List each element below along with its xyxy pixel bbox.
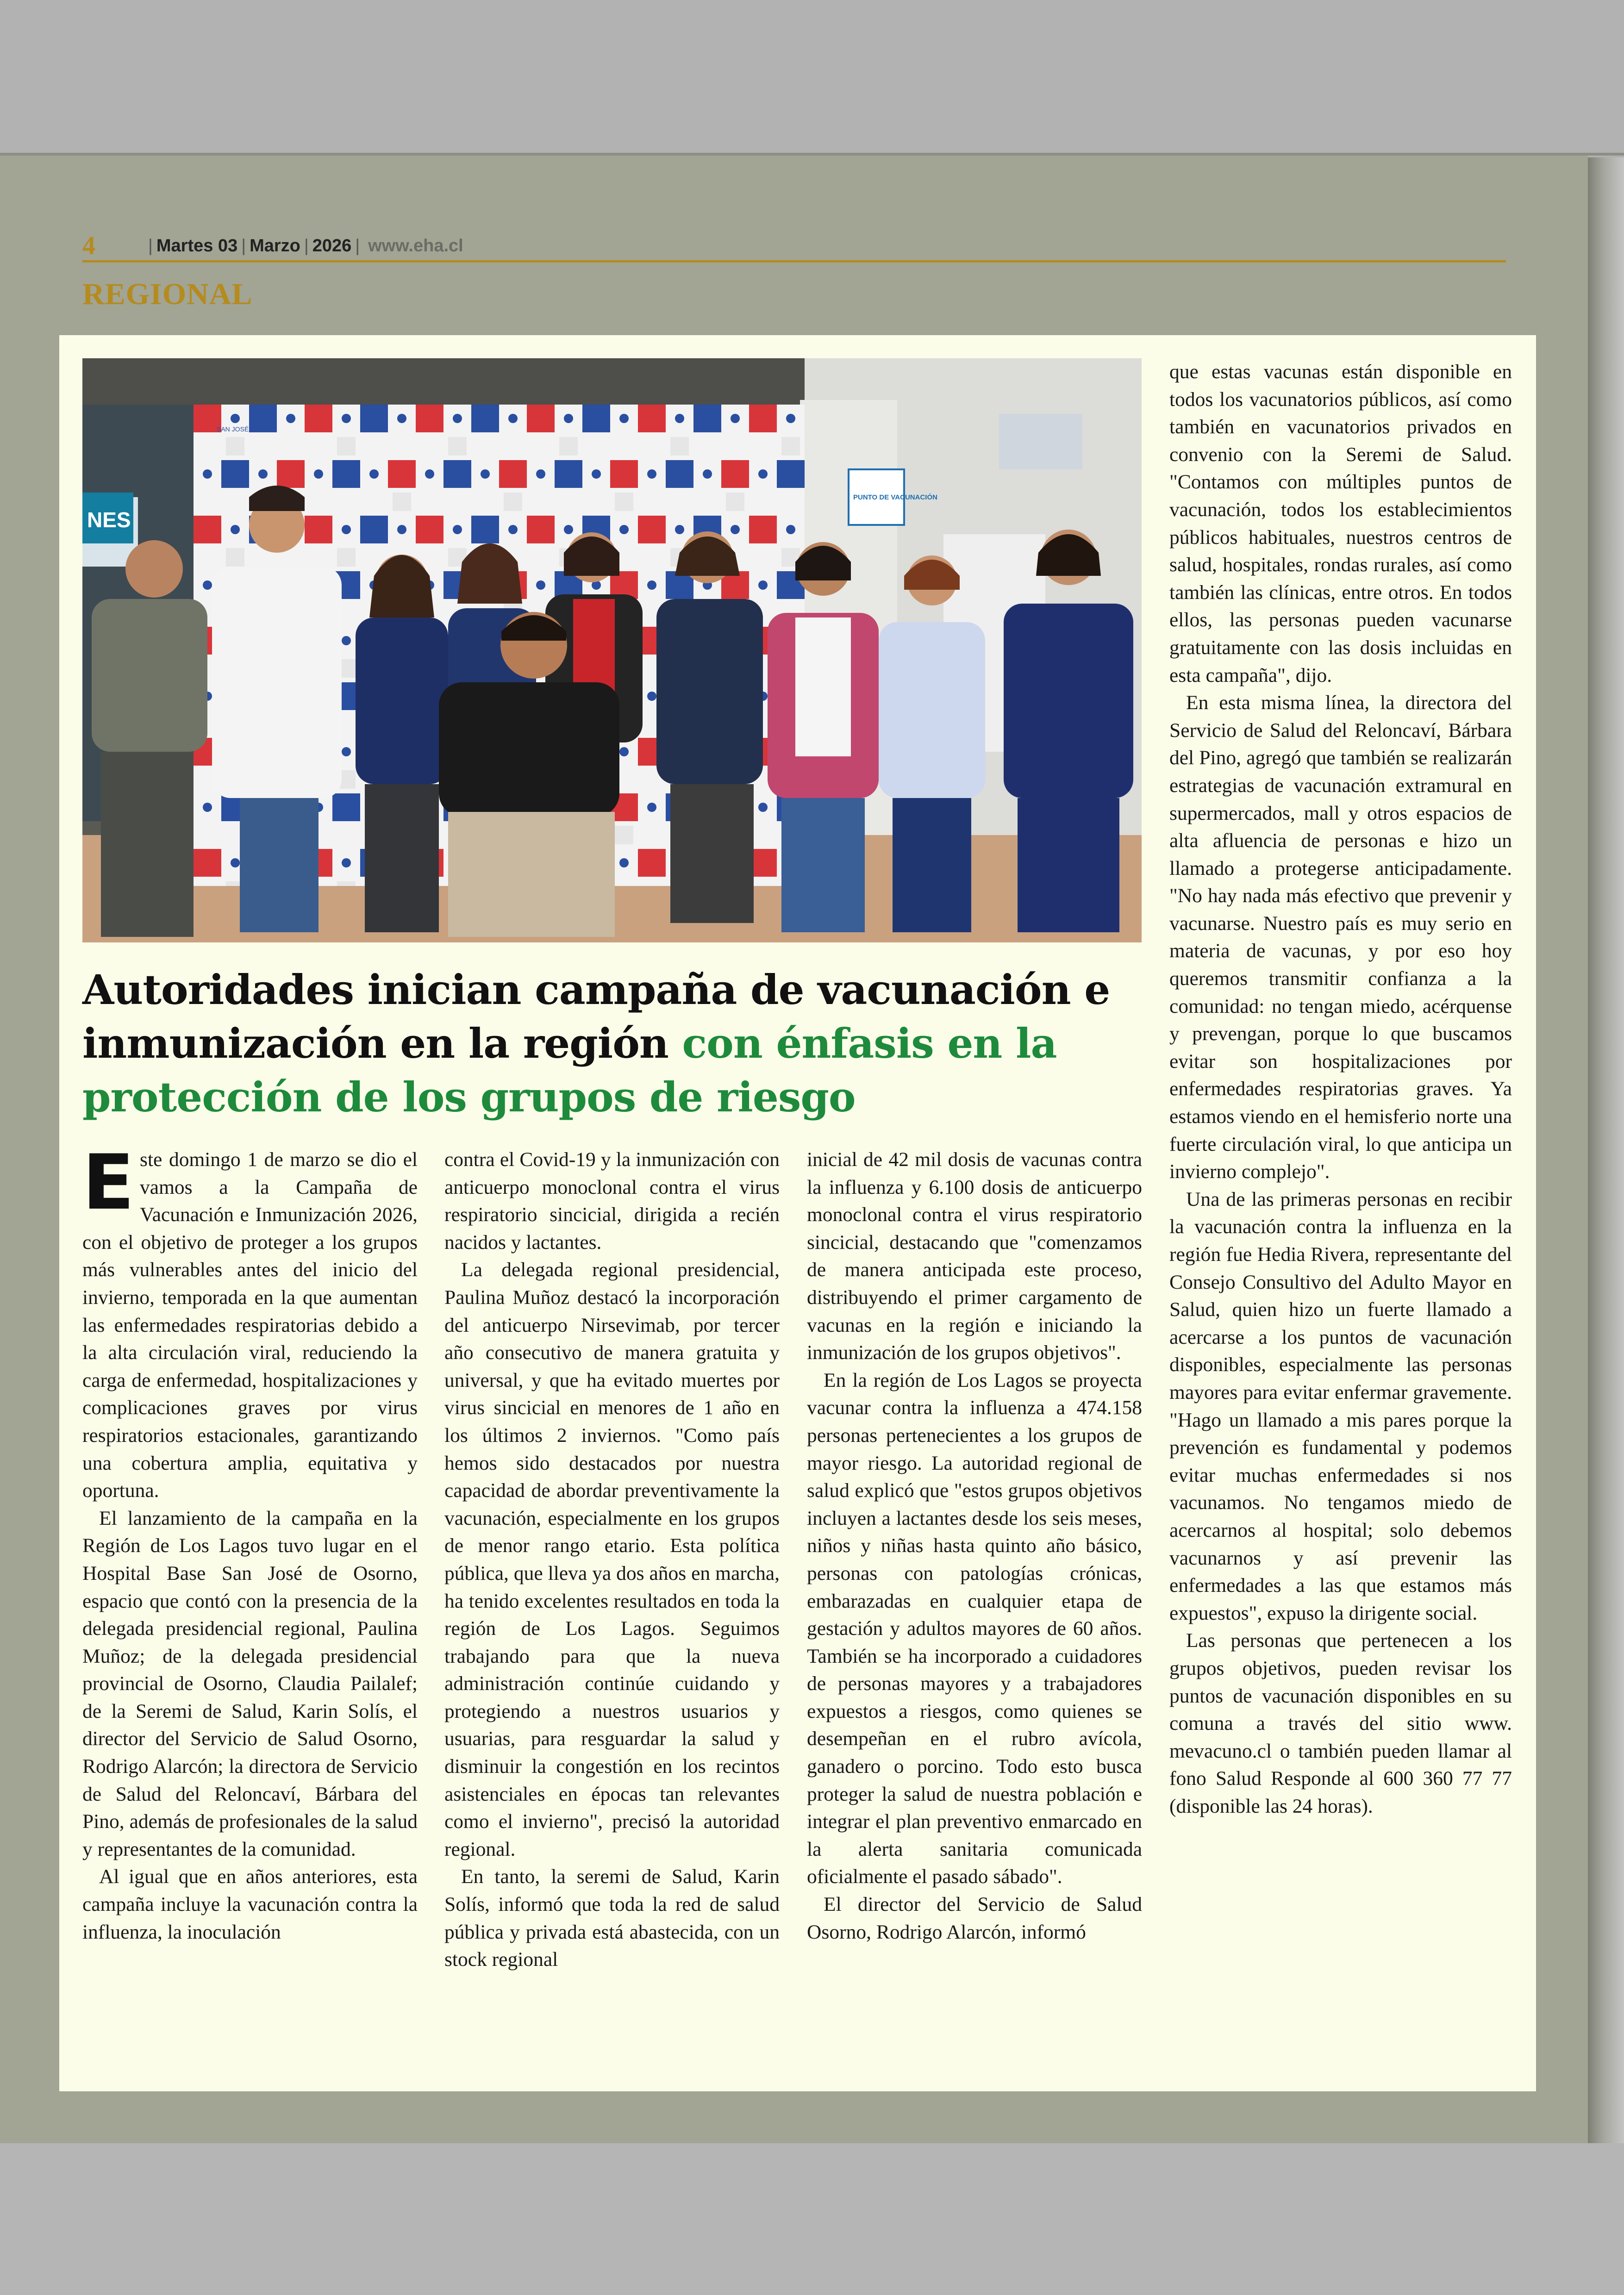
headline-main: Autoridades inician campaña de vacunación e inmunización en la región — [82, 966, 1110, 1067]
article-paragraph: Las personas que pertenecen a los grupos objetivos, pueden revisar los puntos de vacunación disponibles en su comuna a través del sitio www. mevacuno.cl o también pueden llamar al fono Salud Responde al 600 360 77 77 (disponible las 24 horas). — [1169, 1629, 1512, 1817]
sign-punto-vacunacion-text: PUNTO DE VACUNACIÓN — [853, 493, 937, 501]
section-label: REGIONAL — [82, 277, 253, 311]
article-paragraph: La delegada regional presidencial, Paulina Muñoz destacó la incorporación del anticuerpo Nirsevimab, por tercer año consecutivo de manera gratuita y universal, y que ha evitado muertes por virus sincicial en menores de 1 año en los últimos 2 inviernos. "Como país hemos sido destacados por nuestra capacidad de abordar preventivamente la vacunación, especialmente en los grupos de menor rango etario. Esta política pública, que lleva ya dos años en marcha, ha tenido excelentes resultados en toda la región de Los Lagos. Seguimos trabajando para que la nueva administración continúe cuidando y protegiendo a nuestros usuarios y usuarias, para resguardar la salud y disminuir la congestión en los recintos asistenciales en épocas tan relevantes como el invierno", precisó la autoridad regional. — [444, 1259, 780, 1860]
article-paragraph: Al igual que en años anteriores, esta campaña incluye la vacunación contra la influenza, la inoculación — [82, 1865, 418, 1943]
article-paragraph: inicial de 42 mil dosis de vacunas contra la influenza y 6.100 dosis de anticuerpo monoclonal contra el virus respiratorio sincicial, destacando que "comenzamos de manera anticipada este proceso, distribuyendo el primer cargamento de vacunas en la región e iniciando la inmunización de los grupos objetivos". — [807, 1148, 1142, 1364]
header-rule — [82, 260, 1506, 262]
issue-date-line: | Martes 03 | Marzo | 2026 | www.eha.cl — [148, 236, 463, 256]
article-column-4 — [1169, 358, 1512, 1820]
article-paragraph: Una de las primeras personas en recibir la vacunación contra la influenza en la región fue Hedia Rivera, representante del Consejo Consultivo del Adulto Mayor en Salud, quien hizo un fuerte llamado a acercarse a los puntos de vacunación disponibles, especialmente las personas mayores para evitar enfermar gravemente. "Hago un llamado a mis pares porque la prevención es fundamental y podemos evitar muchas enfermedades si nos vacunamos. No tengamos miedo de acercarnos al hospital; solo debemos vacunarnos y así prevenir las enfermedades a las que estamos más expuestos", expuso la dirigente social. — [1169, 1188, 1512, 1624]
article-photo — [82, 358, 1142, 942]
issue-year: 2026 — [312, 236, 352, 256]
viewer-bottom-bar — [0, 2143, 1624, 2295]
headline — [82, 963, 1147, 1124]
drop-cap: E — [82, 1138, 135, 1227]
article-panel — [59, 335, 1536, 2091]
issue-day: Martes 03 — [156, 236, 238, 256]
article-column-3 — [807, 1146, 1142, 1946]
article-paragraph: que estas vacunas están disponible en todos los vacunatorios públicos, así como también en vacunatorios privados en convenio con la Seremi de Salud. "Contamos con múltiples puntos de vacunación, todos los establecimientos públicos habituales, nuestros centros de salud, hospitales, rondas rurales, así como también las clínicas, entre otros. En todos ellos, las personas pueden vacunarse gratuitamente con las dosis incluidas en esta campaña", dijo. — [1169, 361, 1512, 686]
page-shadow — [1588, 157, 1624, 2143]
article-paragraph: En esta misma línea, la directora del Servicio de Salud del Reloncaví, Bárbara del Pino, agregó que también se realizarán estrategias de vacunación extramural en supermercados, mall y otros espacios de alta afluencia de personas e hizo un llamado a protegerse anticipadamente. "No hay nada más efectivo que prevenir y vacunarse. Nuestro país es muy serio en materia de vacunas, y por eso hoy queremos transmitir confianza a la comunidad: no tengan miedo, acérquense y prevengan, porque lo que buscamos evitar son hospitalizaciones por enfermedades respiratorias graves. Ya estamos viendo en el hemisferio norte una fuerte circulación viral, lo que anticipa un invierno complejo". — [1169, 692, 1512, 1183]
website-link[interactable]: www.eha.cl — [368, 236, 463, 256]
article-paragraph: Este domingo 1 de marzo se dio el vamos a la Campaña de Vacunación e Inmunización 2026, con el objetivo de proteger a los grupos más vulnerables antes del inicio del invierno, temporada en la que aumentan las enfermedades respiratorias debido a la alta circulación viral, reduciendo la carga de enfermedad, hospitalizaciones y complicaciones graves por virus respiratorios estacionales, garantizando una cobertura amplia, equitativa y oportuna. — [82, 1138, 418, 1502]
article-paragraph: El director del Servicio de Salud Osorno, Rodrigo Alarcón, informó — [807, 1893, 1142, 1943]
issue-month: Marzo — [250, 236, 300, 256]
article-paragraph: El lanzamiento de la campaña en la Región de Los Lagos tuvo lugar en el Hospital Base San José de Osorno, espacio que contó con la presencia de la delegada presidencial regional, Paulina Muñoz; de la delegada presidencial provincial de Osorno, Claudia Pailalef; de la Seremi de Salud, Karin Solís, el director del Servicio de Salud Osorno, Rodrigo Alarcón; la directora de Servicio de Salud del Reloncaví, Bárbara del Pino, además de profesionales de la salud y representantes de la comunidad. — [82, 1507, 418, 1860]
article-paragraph: En la región de Los Lagos se proyecta vacunar contra la influenza a 474.158 personas pertenecientes a los grupos de mayor riesgo. La autoridad regional de salud explicó que "estos grupos objetivos incluyen a lactantes desde los seis meses, niños y niñas hasta quinto año básico, personas con patologías crónicas, embarazadas en cualquier etapa de gestación y adultos mayores de 60 años. También se ha incorporado a cuidadores de personas mayores y a trabajadores expuestos a riesgos, como quienes se desempeñan en el rubro avícola, ganadero o porcino. Todo esto busca proteger la salud de nuestra población e integrar el plan preventivo enmarcado en la alerta sanitaria comunicada oficialmente el pasado sábado". — [807, 1369, 1142, 1888]
viewer-top-bar — [0, 0, 1624, 153]
backdrop-logo-text: SAN JOSÉ — [217, 425, 249, 433]
article-column-1 — [82, 1138, 418, 1946]
article-column-2 — [444, 1146, 780, 1974]
article-paragraph: En tanto, la seremi de Salud, Karin Solís, informó que toda la red de salud pública y privada está abastecida, con un stock regional — [444, 1865, 780, 1971]
article-paragraph: contra el Covid-19 y la inmunización con anticuerpo monoclonal contra el virus respiratorio sincicial, dirigida a recién nacidos y lactantes. — [444, 1148, 780, 1254]
page-number: 4 — [82, 231, 95, 260]
sign-nes-text: NES — [87, 508, 131, 532]
headline-highlight: con énfasis en la protección de los grupos de riesgo — [82, 1019, 1057, 1121]
photo-illustration — [82, 358, 1142, 942]
